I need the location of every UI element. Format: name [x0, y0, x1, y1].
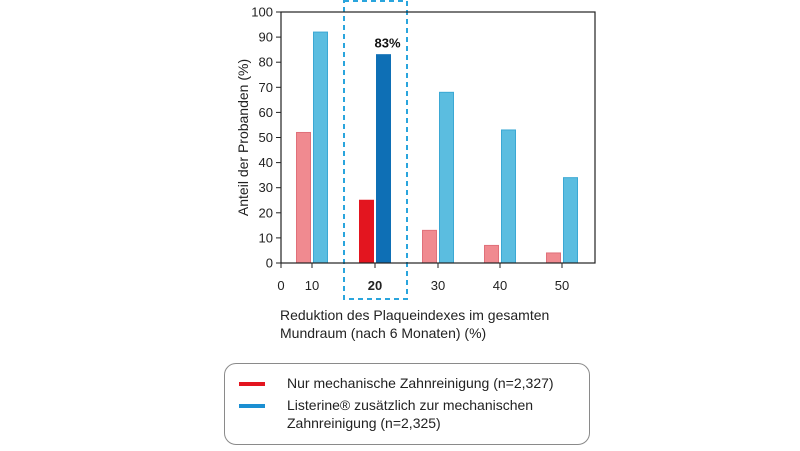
y-tick-label: 40	[258, 155, 273, 171]
y-axis-title: Anteil der Probanden (%)	[235, 58, 251, 217]
y-tick-label: 60	[258, 104, 273, 120]
labels-layer	[235, 5, 569, 294]
x-axis-title	[280, 306, 610, 342]
y-tick-label: 50	[258, 130, 273, 145]
legend-label-listerine	[287, 396, 581, 432]
x-axis-title-line-2: Mundraum (nach 6 Monaten) (%)	[280, 325, 487, 341]
y-tick-label: 20	[258, 205, 273, 221]
plot-frame	[281, 12, 595, 263]
y-tick-label: 10	[258, 230, 273, 246]
legend-label-mechanical	[287, 374, 581, 392]
legend-label-line: Nur mechanische Zahnreinigung (n=2,327)	[287, 375, 554, 391]
y-tick-label: 0	[265, 255, 273, 271]
x-axis-title-line-1: Reduktion des Plaqueindexes im gesamten	[280, 307, 550, 323]
bar-listerine-30	[440, 92, 454, 263]
bar-listerine-50	[564, 178, 578, 263]
x-tick-label-30: 30	[430, 278, 446, 293]
legend-label-line: Listerine® zusätzlich zur mechanischen	[287, 397, 534, 413]
bar-mechanical-50	[547, 253, 561, 263]
legend-swatch-blue	[239, 404, 265, 408]
legend	[224, 363, 590, 445]
bar-mechanical-10	[297, 132, 311, 263]
x-tick-label-40: 40	[492, 278, 508, 293]
bar-mechanical-40	[485, 245, 499, 263]
bar-mechanical-20	[360, 200, 374, 263]
x-tick-label-origin: 0	[277, 278, 285, 293]
bar-listerine-10	[314, 32, 328, 263]
x-tick-label-10: 10	[304, 278, 320, 293]
y-tick-label: 100	[251, 4, 273, 20]
x-tick-label-50: 50	[554, 278, 570, 293]
bar-listerine-20	[377, 55, 391, 263]
x-tick-label-20: 20	[367, 278, 383, 293]
y-tick-label: 80	[258, 54, 273, 70]
y-tick-label: 30	[258, 180, 273, 196]
bar-mechanical-30	[423, 230, 437, 263]
y-tick-label: 90	[258, 29, 273, 45]
legend-label-line: Zahnreinigung (n=2,325)	[287, 415, 441, 431]
legend-swatch-red	[239, 382, 265, 386]
data-label-20: 83%	[374, 35, 401, 51]
y-tick-label: 70	[258, 79, 273, 95]
bars-layer	[297, 32, 578, 263]
bar-listerine-40	[502, 130, 516, 263]
